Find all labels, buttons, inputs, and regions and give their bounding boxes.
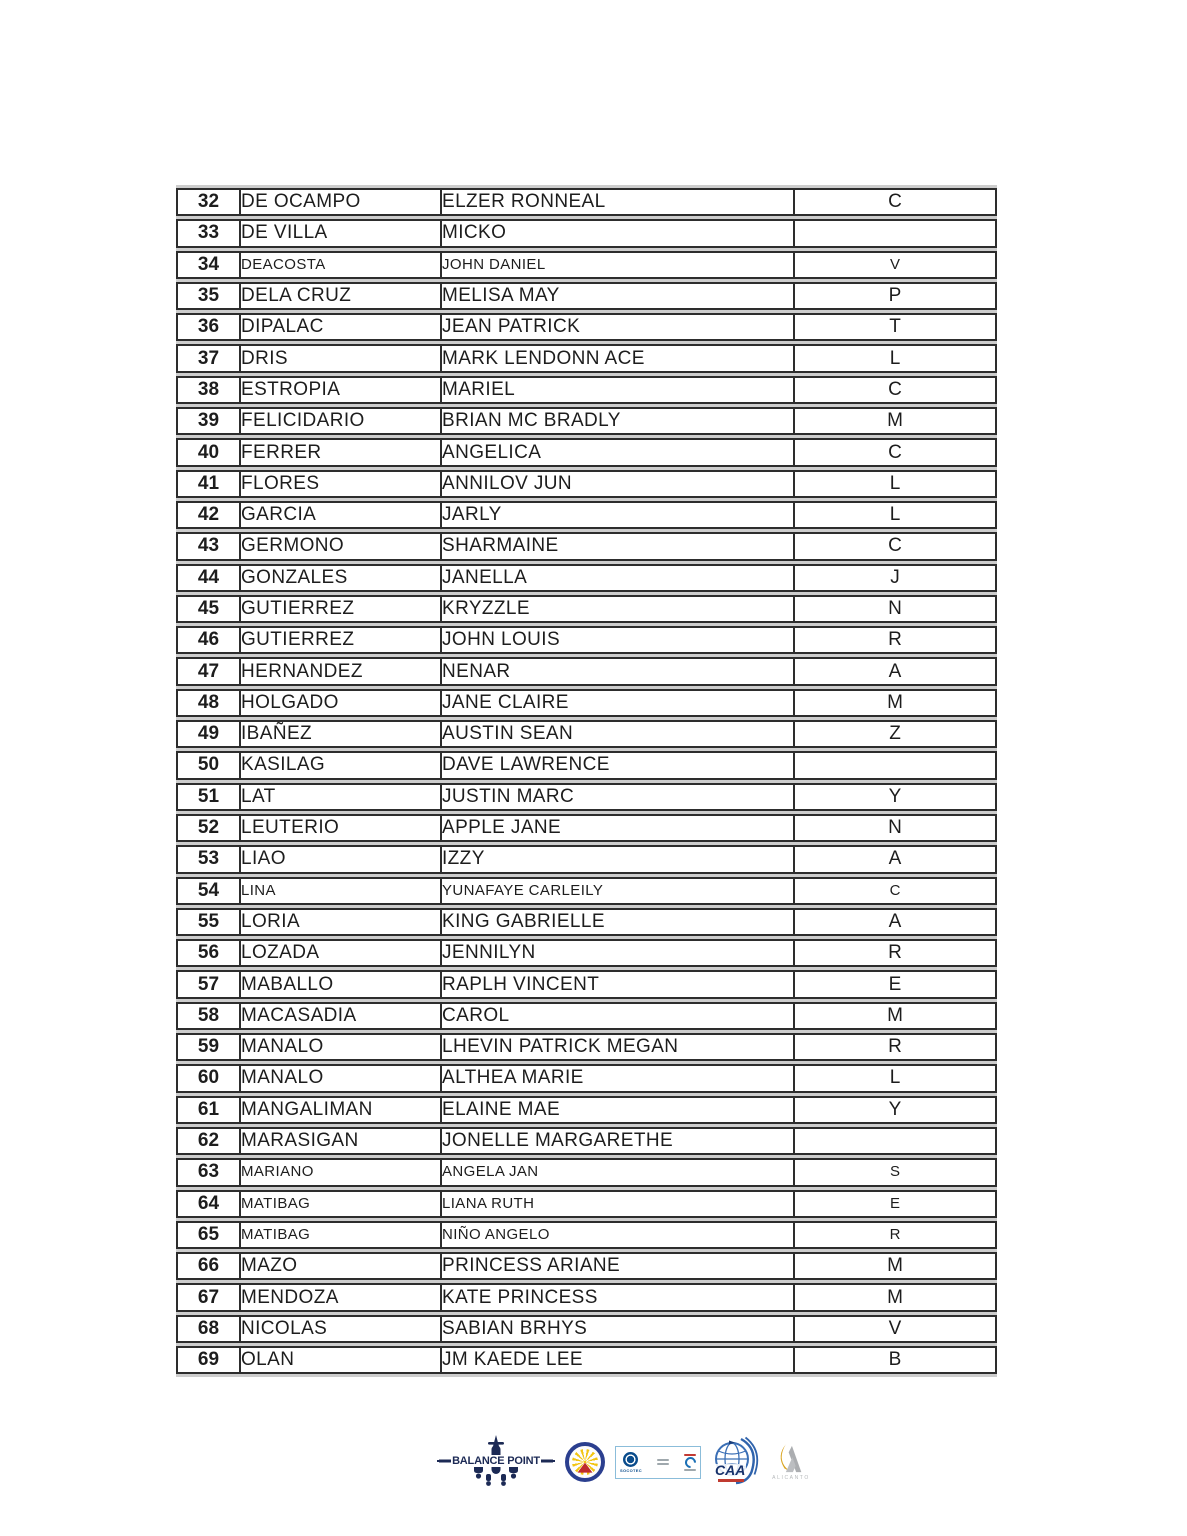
table-row: [176, 845, 997, 873]
cell-first_name: MICKO: [442, 219, 795, 247]
cell-first_name: JOHN LOUIS: [442, 626, 795, 654]
cell-no: 37: [176, 344, 241, 372]
table-row: [176, 689, 997, 717]
table-row: [176, 1221, 997, 1249]
table-row: [176, 1158, 997, 1186]
table-row: [176, 1127, 997, 1155]
cell-no: 56: [176, 939, 241, 967]
cell-no: 64: [176, 1190, 241, 1218]
table-row: [176, 282, 997, 310]
cell-last_name: DE OCAMPO: [241, 188, 442, 216]
cell-first_name: JANE CLAIRE: [442, 689, 795, 717]
cell-mi: C: [795, 188, 997, 216]
cell-mi: A: [795, 908, 997, 936]
cell-no: 42: [176, 501, 241, 529]
cell-mi: M: [795, 689, 997, 717]
cell-last_name: MACASADIA: [241, 1002, 442, 1030]
table-row: [176, 720, 997, 748]
cell-first_name: RAPLH VINCENT: [442, 970, 795, 998]
cell-no: 55: [176, 908, 241, 936]
cell-first_name: BRIAN MC BRADLY: [442, 407, 795, 435]
cell-first_name: ELZER RONNEAL: [442, 188, 795, 216]
cell-no: 49: [176, 720, 241, 748]
caa-logo: [711, 1436, 759, 1488]
cell-first_name: DAVE LAWRENCE: [442, 751, 795, 779]
cell-last_name: DE VILLA: [241, 219, 442, 247]
table-row: [176, 1002, 997, 1030]
cell-mi: Y: [795, 1096, 997, 1124]
cell-no: 63: [176, 1158, 241, 1186]
cell-no: 66: [176, 1252, 241, 1280]
cell-first_name: LIANA RUTH: [442, 1190, 795, 1218]
cell-no: 39: [176, 407, 241, 435]
cell-first_name: JARLY: [442, 501, 795, 529]
balance-point-title: [437, 1455, 555, 1467]
cell-no: 67: [176, 1283, 241, 1311]
cell-mi: R: [795, 1221, 997, 1249]
table-row: [176, 908, 997, 936]
roster-table: [176, 185, 997, 1377]
cell-mi: C: [795, 532, 997, 560]
table-row: [176, 657, 997, 685]
cell-last_name: LINA: [241, 877, 442, 905]
table-row: [176, 970, 997, 998]
cell-first_name: LHEVIN PATRICK MEGAN: [442, 1033, 795, 1061]
cell-last_name: LORIA: [241, 908, 442, 936]
cell-mi: S: [795, 1158, 997, 1186]
table-row: [176, 407, 997, 435]
cell-mi: A: [795, 657, 997, 685]
balance-point-label: BALANCE POINT: [452, 1455, 540, 1467]
cell-last_name: FLORES: [241, 470, 442, 498]
caa-label: CAA: [715, 1462, 746, 1478]
table-row: [176, 939, 997, 967]
table-row: [176, 251, 997, 279]
accreditation-icon: [682, 1454, 698, 1470]
accreditation-mark: [684, 1454, 696, 1471]
alicanto-label: ALICANTO: [772, 1475, 810, 1481]
cell-last_name: GUTIERREZ: [241, 595, 442, 623]
table-row: [176, 532, 997, 560]
caa-fine-print-line: [718, 1479, 744, 1482]
table-row: [176, 751, 997, 779]
cell-no: 43: [176, 532, 241, 560]
table-row: [176, 1096, 997, 1124]
table-row: [176, 438, 997, 466]
cell-no: 44: [176, 564, 241, 592]
cell-no: 35: [176, 282, 241, 310]
cell-last_name: GONZALES: [241, 564, 442, 592]
cell-first_name: JEAN PATRICK: [442, 313, 795, 341]
cell-last_name: MABALLO: [241, 970, 442, 998]
cell-no: 59: [176, 1033, 241, 1061]
cell-last_name: LIAO: [241, 845, 442, 873]
cell-first_name: ELAINE MAE: [442, 1096, 795, 1124]
fine-print-line: [657, 1463, 669, 1465]
cell-mi: R: [795, 939, 997, 967]
socotec-label: SOCOTEC: [620, 1467, 642, 1473]
cell-no: 65: [176, 1221, 241, 1249]
cell-first_name: KATE PRINCESS: [442, 1283, 795, 1311]
cell-last_name: DIPALAC: [241, 313, 442, 341]
cell-no: 48: [176, 689, 241, 717]
cell-no: 53: [176, 845, 241, 873]
cell-last_name: OLAN: [241, 1346, 442, 1374]
cell-no: 51: [176, 783, 241, 811]
cell-mi: J: [795, 564, 997, 592]
cell-first_name: CAROL: [442, 1002, 795, 1030]
table-row: [176, 219, 997, 247]
cell-last_name: DEACOSTA: [241, 251, 442, 279]
table-row: [176, 626, 997, 654]
cell-last_name: MENDOZA: [241, 1283, 442, 1311]
cell-last_name: GARCIA: [241, 501, 442, 529]
cell-mi: L: [795, 501, 997, 529]
government-seal-icon: [565, 1442, 605, 1482]
cell-no: 33: [176, 219, 241, 247]
cell-mi: V: [795, 251, 997, 279]
cell-last_name: MARASIGAN: [241, 1127, 442, 1155]
cell-mi: Z: [795, 720, 997, 748]
cell-no: 61: [176, 1096, 241, 1124]
cell-first_name: ANNILOV JUN: [442, 470, 795, 498]
cell-first_name: KRYZZLE: [442, 595, 795, 623]
table-row: [176, 188, 997, 216]
table-row: [176, 1283, 997, 1311]
cell-last_name: DRIS: [241, 344, 442, 372]
cell-last_name: MATIBAG: [241, 1190, 442, 1218]
cell-last_name: HERNANDEZ: [241, 657, 442, 685]
cell-last_name: GUTIERREZ: [241, 626, 442, 654]
cell-mi: V: [795, 1315, 997, 1343]
cell-mi: [795, 1127, 997, 1155]
cell-mi: A: [795, 845, 997, 873]
cell-mi: P: [795, 282, 997, 310]
cell-last_name: KASILAG: [241, 751, 442, 779]
table-row: [176, 814, 997, 842]
cell-no: 60: [176, 1064, 241, 1092]
table-row: [176, 877, 997, 905]
left-rule: [437, 1460, 449, 1463]
cell-first_name: ANGELA JAN: [442, 1158, 795, 1186]
cell-first_name: JOHN DANIEL: [442, 251, 795, 279]
cell-mi: C: [795, 376, 997, 404]
cell-last_name: MANALO: [241, 1033, 442, 1061]
cell-no: 62: [176, 1127, 241, 1155]
fine-print-line: [657, 1459, 669, 1461]
table-row: [176, 595, 997, 623]
cell-no: 68: [176, 1315, 241, 1343]
cell-first_name: APPLE JANE: [442, 814, 795, 842]
cell-no: 47: [176, 657, 241, 685]
table-row: [176, 1315, 997, 1343]
table-row: [176, 783, 997, 811]
table-row: [176, 1064, 997, 1092]
cell-no: 40: [176, 438, 241, 466]
cell-no: 57: [176, 970, 241, 998]
cell-no: 36: [176, 313, 241, 341]
cell-mi: B: [795, 1346, 997, 1374]
cell-last_name: MAZO: [241, 1252, 442, 1280]
fine-print-line: [684, 1469, 696, 1471]
cell-first_name: SABIAN BRHYS: [442, 1315, 795, 1343]
cell-mi: R: [795, 626, 997, 654]
cell-no: 41: [176, 470, 241, 498]
cell-last_name: LEUTERIO: [241, 814, 442, 842]
cell-last_name: HOLGADO: [241, 689, 442, 717]
cell-first_name: SHARMAINE: [442, 532, 795, 560]
cell-last_name: DELA CRUZ: [241, 282, 442, 310]
cell-last_name: LOZADA: [241, 939, 442, 967]
cell-no: 54: [176, 877, 241, 905]
cell-first_name: KING GABRIELLE: [442, 908, 795, 936]
table-row: [176, 564, 997, 592]
cell-mi: C: [795, 438, 997, 466]
cell-no: 52: [176, 814, 241, 842]
cell-mi: L: [795, 1064, 997, 1092]
table-row: [176, 1033, 997, 1061]
iso-certification-badge: [615, 1446, 701, 1479]
cell-mi: E: [795, 970, 997, 998]
cell-mi: M: [795, 1283, 997, 1311]
cell-last_name: MANGALIMAN: [241, 1096, 442, 1124]
cell-last_name: MARIANO: [241, 1158, 442, 1186]
table-row: [176, 1252, 997, 1280]
cell-no: 50: [176, 751, 241, 779]
cell-mi: M: [795, 1002, 997, 1030]
cell-last_name: GERMONO: [241, 532, 442, 560]
table-row: [176, 344, 997, 372]
cell-mi: M: [795, 407, 997, 435]
cell-first_name: ANGELICA: [442, 438, 795, 466]
cell-first_name: NIÑO ANGELO: [442, 1221, 795, 1249]
footer-logo-strip: [437, 1431, 813, 1493]
cell-first_name: MELISA MAY: [442, 282, 795, 310]
fine-print-line-red: [684, 1454, 696, 1456]
cell-mi: [795, 751, 997, 779]
cell-mi: R: [795, 1033, 997, 1061]
cell-mi: M: [795, 1252, 997, 1280]
cell-last_name: ESTROPIA: [241, 376, 442, 404]
table-row: [176, 501, 997, 529]
cell-last_name: LAT: [241, 783, 442, 811]
socotec-icon: [623, 1452, 638, 1467]
cell-no: 34: [176, 251, 241, 279]
roster-table-body: [176, 188, 997, 1374]
balance-point-logo: [437, 1434, 555, 1490]
cell-last_name: MATIBAG: [241, 1221, 442, 1249]
cell-last_name: FERRER: [241, 438, 442, 466]
socotec-mark: [620, 1452, 642, 1473]
cell-last_name: FELICIDARIO: [241, 407, 442, 435]
cell-first_name: JUSTIN MARC: [442, 783, 795, 811]
cell-first_name: MARK LENDONN ACE: [442, 344, 795, 372]
cell-last_name: MANALO: [241, 1064, 442, 1092]
cell-no: 69: [176, 1346, 241, 1374]
cell-mi: E: [795, 1190, 997, 1218]
table-row: [176, 376, 997, 404]
table-row: [176, 1190, 997, 1218]
table-row: [176, 470, 997, 498]
cell-first_name: NENAR: [442, 657, 795, 685]
table-row: [176, 1346, 997, 1374]
cell-mi: N: [795, 595, 997, 623]
cell-mi: N: [795, 814, 997, 842]
cell-no: 38: [176, 376, 241, 404]
cell-first_name: ALTHEA MARIE: [442, 1064, 795, 1092]
cell-no: 45: [176, 595, 241, 623]
cell-no: 32: [176, 188, 241, 216]
right-rule: [543, 1460, 555, 1463]
cell-first_name: YUNAFAYE CARLEILY: [442, 877, 795, 905]
cell-first_name: MARIEL: [442, 376, 795, 404]
cell-first_name: JM KAEDE LEE: [442, 1346, 795, 1374]
cell-mi: T: [795, 313, 997, 341]
certificate-fine-print: [646, 1459, 680, 1465]
cell-first_name: AUSTIN SEAN: [442, 720, 795, 748]
cell-first_name: JENNILYN: [442, 939, 795, 967]
cell-mi: C: [795, 877, 997, 905]
alicanto-bird-icon: [772, 1443, 810, 1473]
cell-first_name: IZZY: [442, 845, 795, 873]
cell-first_name: JONELLE MARGARETHE: [442, 1127, 795, 1155]
cell-mi: [795, 219, 997, 247]
alicanto-logo: [769, 1443, 813, 1481]
cell-no: 58: [176, 1002, 241, 1030]
cell-no: 46: [176, 626, 241, 654]
cell-mi: Y: [795, 783, 997, 811]
cell-first_name: JANELLA: [442, 564, 795, 592]
cell-last_name: NICOLAS: [241, 1315, 442, 1343]
cell-last_name: IBAÑEZ: [241, 720, 442, 748]
cell-mi: L: [795, 470, 997, 498]
cell-mi: L: [795, 344, 997, 372]
table-row: [176, 313, 997, 341]
cell-first_name: PRINCESS ARIANE: [442, 1252, 795, 1280]
